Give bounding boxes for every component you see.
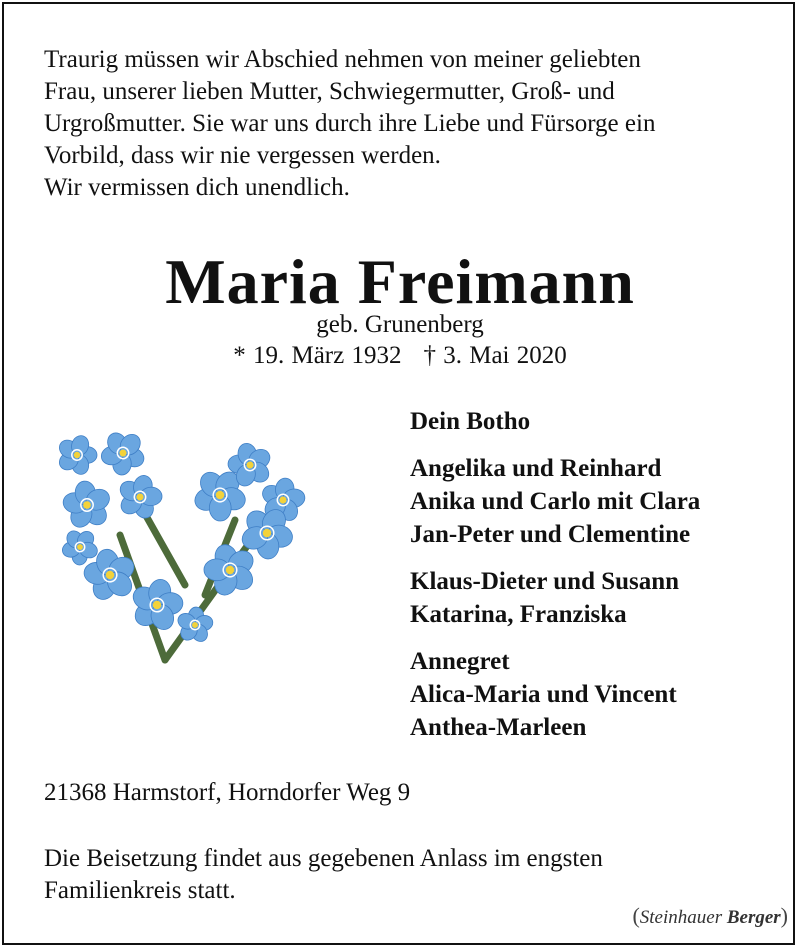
family-member: Angelika und Reinhard xyxy=(410,455,662,482)
family-group xyxy=(410,452,700,551)
intro-line: Traurig müssen wir Abschied nehmen von meiner geliebten xyxy=(44,46,641,73)
intro-line: Vorbild, dass wir nie vergessen werden. xyxy=(44,142,441,169)
family-member: Klaus-Dieter und Susann xyxy=(410,568,680,595)
family-list xyxy=(410,405,700,758)
family-group xyxy=(410,405,700,438)
life-dates xyxy=(0,341,800,371)
signature-part: Steinhauer xyxy=(639,907,723,928)
forget-me-not-flower xyxy=(92,425,152,484)
family-member: Katarina, Franziska xyxy=(410,601,627,628)
family-member: Anika und Carlo mit Clara xyxy=(410,488,701,515)
intro-line: Wir vermissen dich unendlich. xyxy=(44,174,350,201)
forget-me-not-flower xyxy=(56,433,97,476)
forget-me-not-heart-image xyxy=(45,425,325,675)
family-member: Alica-Maria und Vincent xyxy=(410,681,677,708)
family-group xyxy=(410,645,700,744)
family-member: Dein Botho xyxy=(410,408,531,435)
deceased-name: Maria Freimann xyxy=(165,246,635,317)
birth-date: * 19. März 1932 xyxy=(233,342,402,369)
death-date: † 3. Mai 2020 xyxy=(423,342,567,369)
signature-part: Berger xyxy=(726,907,781,928)
address: 21368 Harmstorf, Horndorfer Weg 9 xyxy=(44,779,411,806)
forget-me-not-flower xyxy=(60,527,100,565)
forget-me-not-flower xyxy=(109,467,170,526)
family-member: Jan-Peter und Clementine xyxy=(410,521,691,548)
intro-line: Urgroßmutter. Sie war uns durch ihre Liebe und Fürsorge ein xyxy=(44,110,656,137)
burial-notice xyxy=(44,843,603,907)
burial-line: Familienkreis statt. xyxy=(44,877,236,904)
flowers xyxy=(51,425,315,646)
forget-me-not-flower xyxy=(51,469,123,541)
family-member: Anthea-Marleen xyxy=(410,714,587,741)
born-name: geb. Grunenberg xyxy=(316,311,484,338)
intro-text xyxy=(44,44,774,204)
family-member: Annegret xyxy=(410,648,510,675)
burial-line: Die Beisetzung findet aus gegebenen Anlass im engsten xyxy=(44,845,603,872)
intro-line: Frau, unserer lieben Mutter, Schwiegermutter, Groß- und xyxy=(44,78,615,105)
family-group xyxy=(410,565,700,631)
stonemason-signature: (Steinhauer Berger) xyxy=(632,903,788,928)
